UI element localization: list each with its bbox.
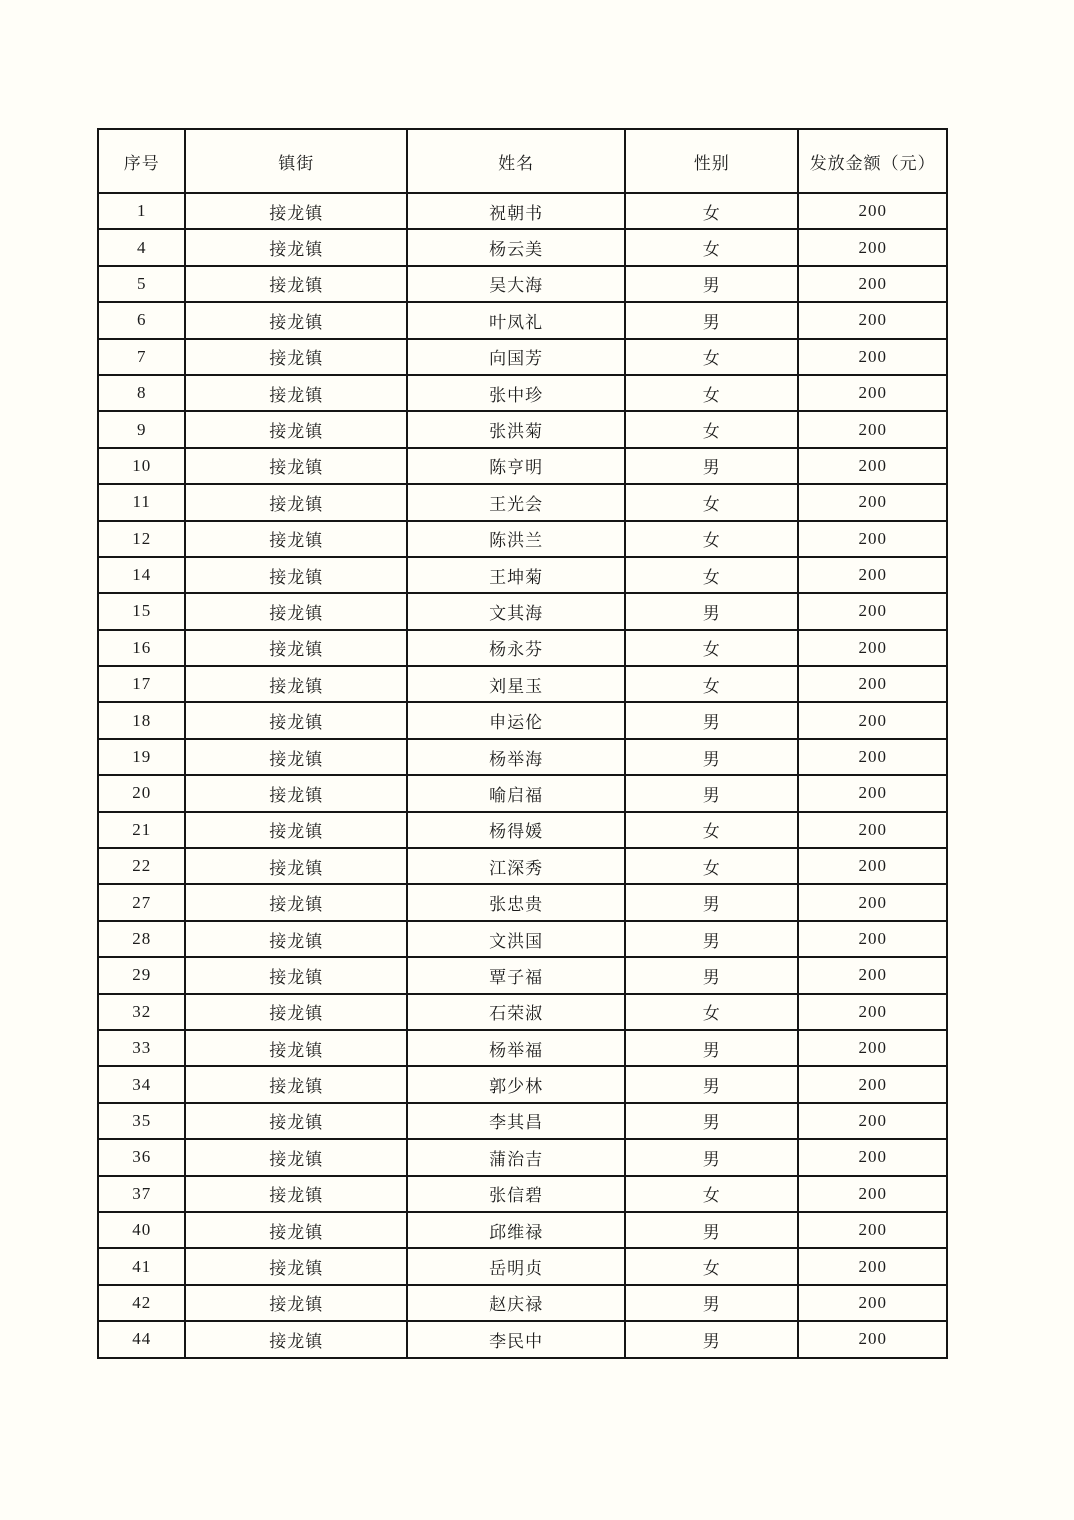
table-row xyxy=(98,994,947,1030)
cell-amount: 200 xyxy=(798,1248,947,1284)
cell-town: 接龙镇 xyxy=(185,812,407,848)
cell-amount: 200 xyxy=(798,302,947,338)
cell-name: 杨云美 xyxy=(407,229,625,265)
cell-town: 接龙镇 xyxy=(185,666,407,702)
cell-name: 陈亨明 xyxy=(407,448,625,484)
table-row xyxy=(98,339,947,375)
cell-gender: 女 xyxy=(625,1248,798,1284)
cell-town: 接龙镇 xyxy=(185,739,407,775)
cell-name: 张中珍 xyxy=(407,375,625,411)
cell-town: 接龙镇 xyxy=(185,957,407,993)
cell-amount: 200 xyxy=(798,193,947,229)
cell-gender: 女 xyxy=(625,630,798,666)
cell-gender: 女 xyxy=(625,229,798,265)
table-row xyxy=(98,266,947,302)
cell-index: 21 xyxy=(98,812,185,848)
table-row xyxy=(98,1139,947,1175)
cell-gender: 男 xyxy=(625,1103,798,1139)
cell-index: 16 xyxy=(98,630,185,666)
cell-index: 14 xyxy=(98,557,185,593)
cell-gender: 女 xyxy=(625,1176,798,1212)
cell-amount: 200 xyxy=(798,266,947,302)
cell-name: 石荣淑 xyxy=(407,994,625,1030)
cell-amount: 200 xyxy=(798,1212,947,1248)
cell-town: 接龙镇 xyxy=(185,1139,407,1175)
cell-index: 6 xyxy=(98,302,185,338)
table-row xyxy=(98,739,947,775)
cell-amount: 200 xyxy=(798,229,947,265)
column-header-town: 镇街 xyxy=(185,129,407,193)
cell-gender: 女 xyxy=(625,557,798,593)
cell-amount: 200 xyxy=(798,411,947,447)
cell-town: 接龙镇 xyxy=(185,702,407,738)
cell-name: 李其昌 xyxy=(407,1103,625,1139)
cell-name: 祝朝书 xyxy=(407,193,625,229)
cell-town: 接龙镇 xyxy=(185,1030,407,1066)
cell-index: 29 xyxy=(98,957,185,993)
cell-gender: 女 xyxy=(625,812,798,848)
cell-name: 李民中 xyxy=(407,1321,625,1357)
cell-amount: 200 xyxy=(798,1321,947,1357)
cell-town: 接龙镇 xyxy=(185,193,407,229)
cell-index: 12 xyxy=(98,521,185,557)
cell-gender: 男 xyxy=(625,1030,798,1066)
cell-index: 40 xyxy=(98,1212,185,1248)
cell-name: 张信碧 xyxy=(407,1176,625,1212)
cell-gender: 女 xyxy=(625,484,798,520)
table-row xyxy=(98,193,947,229)
cell-amount: 200 xyxy=(798,848,947,884)
cell-town: 接龙镇 xyxy=(185,448,407,484)
cell-gender: 男 xyxy=(625,266,798,302)
table-row xyxy=(98,630,947,666)
table-row xyxy=(98,557,947,593)
cell-amount: 200 xyxy=(798,957,947,993)
cell-index: 32 xyxy=(98,994,185,1030)
table-row xyxy=(98,848,947,884)
cell-amount: 200 xyxy=(798,557,947,593)
header-row xyxy=(98,129,947,193)
cell-index: 42 xyxy=(98,1285,185,1321)
cell-town: 接龙镇 xyxy=(185,1176,407,1212)
table-row xyxy=(98,302,947,338)
cell-gender: 男 xyxy=(625,702,798,738)
table-row xyxy=(98,884,947,920)
column-header-gender: 性别 xyxy=(625,129,798,193)
table-row xyxy=(98,1212,947,1248)
cell-amount: 200 xyxy=(798,339,947,375)
cell-gender: 女 xyxy=(625,411,798,447)
cell-gender: 女 xyxy=(625,848,798,884)
cell-gender: 男 xyxy=(625,775,798,811)
table-row xyxy=(98,521,947,557)
table-body xyxy=(98,193,947,1358)
cell-town: 接龙镇 xyxy=(185,229,407,265)
table-row xyxy=(98,702,947,738)
cell-index: 4 xyxy=(98,229,185,265)
cell-index: 34 xyxy=(98,1066,185,1102)
cell-index: 5 xyxy=(98,266,185,302)
cell-index: 19 xyxy=(98,739,185,775)
cell-amount: 200 xyxy=(798,884,947,920)
cell-town: 接龙镇 xyxy=(185,630,407,666)
cell-index: 10 xyxy=(98,448,185,484)
cell-index: 1 xyxy=(98,193,185,229)
table-row xyxy=(98,1030,947,1066)
cell-amount: 200 xyxy=(798,1176,947,1212)
table-header xyxy=(98,129,947,193)
cell-gender: 男 xyxy=(625,1285,798,1321)
cell-gender: 女 xyxy=(625,193,798,229)
table-row xyxy=(98,448,947,484)
cell-town: 接龙镇 xyxy=(185,302,407,338)
cell-name: 岳明贞 xyxy=(407,1248,625,1284)
cell-amount: 200 xyxy=(798,775,947,811)
cell-index: 20 xyxy=(98,775,185,811)
cell-name: 王坤菊 xyxy=(407,557,625,593)
cell-index: 28 xyxy=(98,921,185,957)
cell-gender: 男 xyxy=(625,302,798,338)
cell-amount: 200 xyxy=(798,484,947,520)
cell-town: 接龙镇 xyxy=(185,1103,407,1139)
cell-town: 接龙镇 xyxy=(185,994,407,1030)
table-row xyxy=(98,1321,947,1357)
cell-index: 11 xyxy=(98,484,185,520)
cell-town: 接龙镇 xyxy=(185,884,407,920)
cell-index: 35 xyxy=(98,1103,185,1139)
cell-gender: 男 xyxy=(625,1321,798,1357)
cell-index: 8 xyxy=(98,375,185,411)
cell-amount: 200 xyxy=(798,921,947,957)
cell-index: 22 xyxy=(98,848,185,884)
cell-gender: 男 xyxy=(625,1139,798,1175)
cell-name: 叶凤礼 xyxy=(407,302,625,338)
cell-index: 44 xyxy=(98,1321,185,1357)
table-row xyxy=(98,484,947,520)
cell-name: 杨举海 xyxy=(407,739,625,775)
cell-town: 接龙镇 xyxy=(185,484,407,520)
cell-name: 申运伦 xyxy=(407,702,625,738)
cell-amount: 200 xyxy=(798,1103,947,1139)
cell-amount: 200 xyxy=(798,521,947,557)
cell-index: 7 xyxy=(98,339,185,375)
cell-name: 覃子福 xyxy=(407,957,625,993)
table-row xyxy=(98,666,947,702)
cell-name: 邱维禄 xyxy=(407,1212,625,1248)
cell-index: 17 xyxy=(98,666,185,702)
cell-name: 喻启福 xyxy=(407,775,625,811)
cell-amount: 200 xyxy=(798,630,947,666)
cell-amount: 200 xyxy=(798,1285,947,1321)
cell-name: 向国芳 xyxy=(407,339,625,375)
column-header-name: 姓名 xyxy=(407,129,625,193)
cell-amount: 200 xyxy=(798,375,947,411)
cell-name: 蒲治吉 xyxy=(407,1139,625,1175)
cell-gender: 男 xyxy=(625,1066,798,1102)
cell-town: 接龙镇 xyxy=(185,921,407,957)
cell-name: 杨永芬 xyxy=(407,630,625,666)
table-row xyxy=(98,1103,947,1139)
cell-index: 15 xyxy=(98,593,185,629)
cell-amount: 200 xyxy=(798,1139,947,1175)
cell-gender: 男 xyxy=(625,739,798,775)
cell-index: 18 xyxy=(98,702,185,738)
cell-name: 文其海 xyxy=(407,593,625,629)
cell-name: 刘星玉 xyxy=(407,666,625,702)
table-row xyxy=(98,1176,947,1212)
table-row xyxy=(98,812,947,848)
cell-amount: 200 xyxy=(798,994,947,1030)
cell-name: 杨得媛 xyxy=(407,812,625,848)
cell-town: 接龙镇 xyxy=(185,1212,407,1248)
cell-amount: 200 xyxy=(798,1066,947,1102)
cell-town: 接龙镇 xyxy=(185,1321,407,1357)
cell-town: 接龙镇 xyxy=(185,339,407,375)
cell-gender: 男 xyxy=(625,957,798,993)
table-row xyxy=(98,411,947,447)
cell-name: 郭少林 xyxy=(407,1066,625,1102)
cell-town: 接龙镇 xyxy=(185,375,407,411)
cell-gender: 男 xyxy=(625,884,798,920)
cell-town: 接龙镇 xyxy=(185,1066,407,1102)
cell-amount: 200 xyxy=(798,702,947,738)
cell-amount: 200 xyxy=(798,448,947,484)
cell-index: 33 xyxy=(98,1030,185,1066)
cell-name: 陈洪兰 xyxy=(407,521,625,557)
table-row xyxy=(98,775,947,811)
cell-amount: 200 xyxy=(798,593,947,629)
grant-recipients-table xyxy=(97,128,948,1359)
table-row xyxy=(98,1066,947,1102)
cell-town: 接龙镇 xyxy=(185,557,407,593)
cell-gender: 男 xyxy=(625,593,798,629)
cell-gender: 女 xyxy=(625,521,798,557)
cell-gender: 男 xyxy=(625,921,798,957)
table-row xyxy=(98,375,947,411)
table-row xyxy=(98,957,947,993)
cell-name: 江深秀 xyxy=(407,848,625,884)
cell-town: 接龙镇 xyxy=(185,521,407,557)
cell-gender: 女 xyxy=(625,994,798,1030)
cell-name: 文洪国 xyxy=(407,921,625,957)
cell-town: 接龙镇 xyxy=(185,1248,407,1284)
cell-gender: 女 xyxy=(625,375,798,411)
cell-name: 张忠贵 xyxy=(407,884,625,920)
table-row xyxy=(98,921,947,957)
cell-gender: 女 xyxy=(625,339,798,375)
cell-amount: 200 xyxy=(798,812,947,848)
cell-name: 赵庆禄 xyxy=(407,1285,625,1321)
cell-name: 吴大海 xyxy=(407,266,625,302)
cell-amount: 200 xyxy=(798,666,947,702)
table-row xyxy=(98,593,947,629)
cell-index: 37 xyxy=(98,1176,185,1212)
cell-index: 36 xyxy=(98,1139,185,1175)
cell-index: 9 xyxy=(98,411,185,447)
column-header-amount: 发放金额（元） xyxy=(798,129,947,193)
cell-town: 接龙镇 xyxy=(185,848,407,884)
cell-name: 王光会 xyxy=(407,484,625,520)
cell-town: 接龙镇 xyxy=(185,775,407,811)
cell-amount: 200 xyxy=(798,739,947,775)
cell-index: 27 xyxy=(98,884,185,920)
table-row xyxy=(98,1248,947,1284)
cell-index: 41 xyxy=(98,1248,185,1284)
table-row xyxy=(98,229,947,265)
table-row xyxy=(98,1285,947,1321)
cell-gender: 男 xyxy=(625,1212,798,1248)
cell-town: 接龙镇 xyxy=(185,1285,407,1321)
cell-town: 接龙镇 xyxy=(185,593,407,629)
cell-town: 接龙镇 xyxy=(185,411,407,447)
cell-town: 接龙镇 xyxy=(185,266,407,302)
cell-gender: 女 xyxy=(625,666,798,702)
cell-gender: 男 xyxy=(625,448,798,484)
cell-name: 张洪菊 xyxy=(407,411,625,447)
cell-name: 杨举福 xyxy=(407,1030,625,1066)
column-header-index: 序号 xyxy=(98,129,185,193)
cell-amount: 200 xyxy=(798,1030,947,1066)
